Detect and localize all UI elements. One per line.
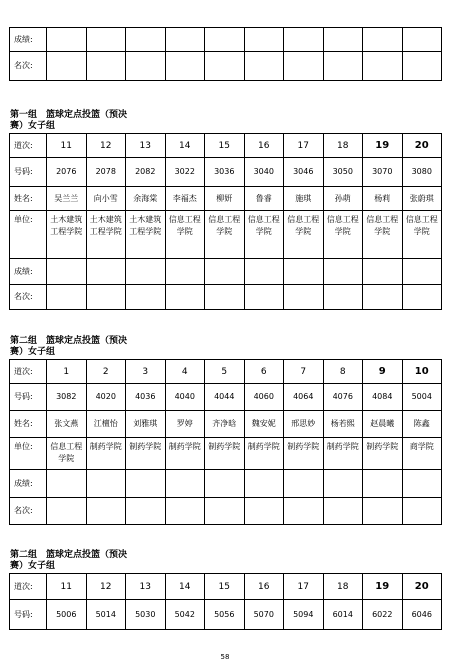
- lane-cell: 11: [47, 574, 87, 600]
- score-cell[interactable]: [205, 470, 245, 498]
- lane-label: 道次:: [10, 360, 47, 384]
- group-title: [10, 110, 190, 132]
- number-cell: 5014: [86, 600, 126, 630]
- rank-cell[interactable]: [165, 498, 205, 525]
- name-cell: 孙萌: [323, 187, 363, 211]
- rank-cell[interactable]: [363, 498, 403, 525]
- group-title-line2: 赛）女子组: [10, 347, 56, 357]
- previous-group-table: [9, 27, 442, 81]
- number-cell: 5006: [47, 600, 87, 630]
- score-row: [10, 470, 442, 498]
- unit-cell: 制药学院: [284, 438, 324, 470]
- name-cell: 刘雅琪: [126, 411, 166, 438]
- lane-cell: 16: [244, 134, 284, 158]
- rank-cell[interactable]: [126, 285, 166, 310]
- group-table: [9, 573, 442, 630]
- number-cell: 3080: [402, 158, 442, 187]
- name-row: [10, 187, 442, 211]
- score-cell[interactable]: [47, 470, 87, 498]
- lane-cell: 15: [205, 134, 245, 158]
- number-cell: 2082: [126, 158, 166, 187]
- score-cell[interactable]: [402, 28, 442, 52]
- number-cell: 4020: [86, 384, 126, 411]
- lane-cell: 12: [86, 134, 126, 158]
- name-row: [10, 411, 442, 438]
- lane-cell: 19: [363, 134, 403, 158]
- unit-cell: 信息工程学院: [363, 211, 403, 259]
- score-cell[interactable]: [86, 470, 126, 498]
- unit-cell: 制药学院: [86, 438, 126, 470]
- unit-row: [10, 438, 442, 470]
- page-number: 58: [220, 653, 230, 661]
- unit-cell: 制药学院: [205, 438, 245, 470]
- unit-cell: 制药学院: [165, 438, 205, 470]
- number-cell: 3050: [323, 158, 363, 187]
- score-cell[interactable]: [323, 28, 363, 52]
- rank-cell[interactable]: [86, 52, 126, 81]
- rank-cell[interactable]: [205, 498, 245, 525]
- number-cell: 3022: [165, 158, 205, 187]
- number-cell: 2076: [47, 158, 87, 187]
- lane-cell: 4: [165, 360, 205, 384]
- name-label: 姓名:: [10, 411, 47, 438]
- number-row: [10, 158, 442, 187]
- unit-cell: 土木建筑工程学院: [126, 211, 166, 259]
- rank-row: [10, 498, 442, 525]
- number-cell: 4060: [244, 384, 284, 411]
- lane-row: [10, 134, 442, 158]
- lane-cell: 6: [244, 360, 284, 384]
- number-label: 号码:: [10, 384, 47, 411]
- lane-cell: 14: [165, 134, 205, 158]
- rank-cell[interactable]: [86, 285, 126, 310]
- name-cell: 齐净晗: [205, 411, 245, 438]
- score-cell[interactable]: [284, 470, 324, 498]
- rank-cell[interactable]: [323, 52, 363, 81]
- number-cell: 4064: [284, 384, 324, 411]
- lane-cell: 13: [126, 134, 166, 158]
- number-cell: 6014: [323, 600, 363, 630]
- rank-cell[interactable]: [402, 498, 442, 525]
- lane-cell: 18: [323, 134, 363, 158]
- rank-cell[interactable]: [323, 498, 363, 525]
- rank-cell[interactable]: [244, 52, 284, 81]
- name-cell: 杨若熙: [323, 411, 363, 438]
- name-cell: 邢思妙: [284, 411, 324, 438]
- number-cell: 4076: [323, 384, 363, 411]
- number-row: [10, 600, 442, 630]
- unit-cell: 土木建筑工程学院: [47, 211, 87, 259]
- lane-cell: 20: [402, 134, 442, 158]
- name-cell: 赵晨曦: [363, 411, 403, 438]
- lane-label: 道次:: [10, 134, 47, 158]
- group-title: [10, 550, 190, 572]
- number-cell: 2078: [86, 158, 126, 187]
- score-cell[interactable]: [363, 470, 403, 498]
- rank-label: 名次:: [10, 498, 47, 525]
- number-label: 号码:: [10, 158, 47, 187]
- number-cell: 3070: [363, 158, 403, 187]
- lane-cell: 18: [323, 574, 363, 600]
- score-cell[interactable]: [126, 28, 166, 52]
- unit-cell: 信息工程学院: [244, 211, 284, 259]
- name-cell: 张文燕: [47, 411, 87, 438]
- score-cell[interactable]: [205, 259, 245, 285]
- lane-cell: 9: [363, 360, 403, 384]
- group-title: [10, 336, 190, 358]
- unit-cell: 制药学院: [244, 438, 284, 470]
- rank-cell[interactable]: [47, 285, 87, 310]
- name-cell: 张蔚琪: [402, 187, 442, 211]
- group-title-line1: 第二组 篮球定点投篮（预决: [10, 550, 128, 560]
- score-cell[interactable]: [165, 259, 205, 285]
- name-cell: 魏安妮: [244, 411, 284, 438]
- lane-cell: 19: [363, 574, 403, 600]
- score-cell[interactable]: [363, 259, 403, 285]
- number-row: [10, 384, 442, 411]
- lane-cell: 3: [126, 360, 166, 384]
- score-cell[interactable]: [165, 470, 205, 498]
- name-cell: 余海棠: [126, 187, 166, 211]
- number-cell: 5056: [205, 600, 245, 630]
- name-label: 姓名:: [10, 187, 47, 211]
- score-cell[interactable]: [244, 28, 284, 52]
- unit-label: 单位:: [10, 211, 47, 259]
- name-cell: 杨莉: [363, 187, 403, 211]
- lane-cell: 14: [165, 574, 205, 600]
- lane-cell: 8: [323, 360, 363, 384]
- name-cell: 施琪: [284, 187, 324, 211]
- score-cell[interactable]: [86, 28, 126, 52]
- number-cell: 3036: [205, 158, 245, 187]
- number-cell: 5004: [402, 384, 442, 411]
- score-label: 成绩:: [10, 470, 47, 498]
- number-cell: 5030: [126, 600, 166, 630]
- number-cell: 5042: [165, 600, 205, 630]
- score-cell[interactable]: [86, 259, 126, 285]
- lane-cell: 10: [402, 360, 442, 384]
- score-cell[interactable]: [284, 28, 324, 52]
- rank-cell[interactable]: [284, 52, 324, 81]
- rank-cell[interactable]: [126, 52, 166, 81]
- lane-cell: 16: [244, 574, 284, 600]
- rank-label: 名次:: [10, 52, 47, 81]
- rank-cell[interactable]: [165, 285, 205, 310]
- name-cell: 陈鑫: [402, 411, 442, 438]
- score-label: 成绩:: [10, 259, 47, 285]
- rank-label: 名次:: [10, 285, 47, 310]
- lane-row: [10, 360, 442, 384]
- rank-cell[interactable]: [126, 498, 166, 525]
- name-cell: 罗婷: [165, 411, 205, 438]
- group-title-line1: 第二组 篮球定点投篮（预决: [10, 336, 128, 346]
- number-cell: 3046: [284, 158, 324, 187]
- unit-cell: 信息工程学院: [47, 438, 87, 470]
- score-cell[interactable]: [363, 28, 403, 52]
- unit-cell: 制药学院: [126, 438, 166, 470]
- rank-cell[interactable]: [402, 285, 442, 310]
- score-cell[interactable]: [402, 470, 442, 498]
- name-cell: 李福杰: [165, 187, 205, 211]
- unit-cell: 商学院: [402, 438, 442, 470]
- rank-cell[interactable]: [205, 52, 245, 81]
- number-cell: 4044: [205, 384, 245, 411]
- score-cell[interactable]: [126, 470, 166, 498]
- lane-cell: 12: [86, 574, 126, 600]
- lane-label: 道次:: [10, 574, 47, 600]
- lane-cell: 1: [47, 360, 87, 384]
- score-cell[interactable]: [244, 470, 284, 498]
- lane-row: [10, 574, 442, 600]
- group-title-line2: 赛）女子组: [10, 561, 56, 571]
- unit-cell: 制药学院: [323, 438, 363, 470]
- number-cell: 4040: [165, 384, 205, 411]
- score-cell[interactable]: [323, 470, 363, 498]
- lane-cell: 13: [126, 574, 166, 600]
- name-cell: 江檀怡: [86, 411, 126, 438]
- number-label: 号码:: [10, 600, 47, 630]
- number-cell: 4084: [363, 384, 403, 411]
- score-label: 成绩:: [10, 28, 47, 52]
- rank-cell[interactable]: [47, 498, 87, 525]
- unit-cell: 土木建筑工程学院: [86, 211, 126, 259]
- group-table: [9, 359, 442, 525]
- score-row: [10, 28, 442, 52]
- rank-cell[interactable]: [205, 285, 245, 310]
- score-cell[interactable]: [47, 28, 87, 52]
- name-cell: 柳妍: [205, 187, 245, 211]
- lane-cell: 2: [86, 360, 126, 384]
- rank-cell[interactable]: [284, 498, 324, 525]
- unit-cell: 制药学院: [363, 438, 403, 470]
- number-cell: 5094: [284, 600, 324, 630]
- rank-cell[interactable]: [363, 52, 403, 81]
- rank-cell[interactable]: [47, 52, 87, 81]
- score-cell[interactable]: [165, 28, 205, 52]
- name-cell: 向小雪: [86, 187, 126, 211]
- rank-cell[interactable]: [165, 52, 205, 81]
- score-cell[interactable]: [126, 259, 166, 285]
- unit-cell: 信息工程学院: [205, 211, 245, 259]
- unit-cell: 信息工程学院: [402, 211, 442, 259]
- lane-cell: 7: [284, 360, 324, 384]
- unit-label: 单位:: [10, 438, 47, 470]
- rank-cell[interactable]: [323, 285, 363, 310]
- rank-cell[interactable]: [363, 285, 403, 310]
- score-cell[interactable]: [205, 28, 245, 52]
- score-row: [10, 259, 442, 285]
- rank-cell[interactable]: [244, 285, 284, 310]
- unit-cell: 信息工程学院: [284, 211, 324, 259]
- score-cell[interactable]: [323, 259, 363, 285]
- rank-row: [10, 52, 442, 81]
- rank-cell[interactable]: [244, 498, 284, 525]
- rank-cell[interactable]: [402, 52, 442, 81]
- lane-cell: 15: [205, 574, 245, 600]
- lane-cell: 11: [47, 134, 87, 158]
- score-cell[interactable]: [284, 259, 324, 285]
- number-cell: 3082: [47, 384, 87, 411]
- lane-cell: 5: [205, 360, 245, 384]
- rank-row: [10, 285, 442, 310]
- number-cell: 5070: [244, 600, 284, 630]
- number-cell: 6022: [363, 600, 403, 630]
- lane-cell: 17: [284, 134, 324, 158]
- lane-cell: 17: [284, 574, 324, 600]
- number-cell: 3040: [244, 158, 284, 187]
- unit-cell: 信息工程学院: [165, 211, 205, 259]
- number-cell: 4036: [126, 384, 166, 411]
- group-title-line2: 赛）女子组: [10, 121, 56, 131]
- score-cell[interactable]: [402, 259, 442, 285]
- unit-cell: 信息工程学院: [323, 211, 363, 259]
- unit-row: [10, 211, 442, 259]
- score-cell[interactable]: [244, 259, 284, 285]
- name-cell: 吴兰兰: [47, 187, 87, 211]
- name-cell: 鲁睿: [244, 187, 284, 211]
- group-table: [9, 133, 442, 310]
- number-cell: 6046: [402, 600, 442, 630]
- lane-cell: 20: [402, 574, 442, 600]
- score-cell[interactable]: [47, 259, 87, 285]
- rank-cell[interactable]: [284, 285, 324, 310]
- group-title-line1: 第一组 篮球定点投篮（预决: [10, 110, 128, 120]
- rank-cell[interactable]: [86, 498, 126, 525]
